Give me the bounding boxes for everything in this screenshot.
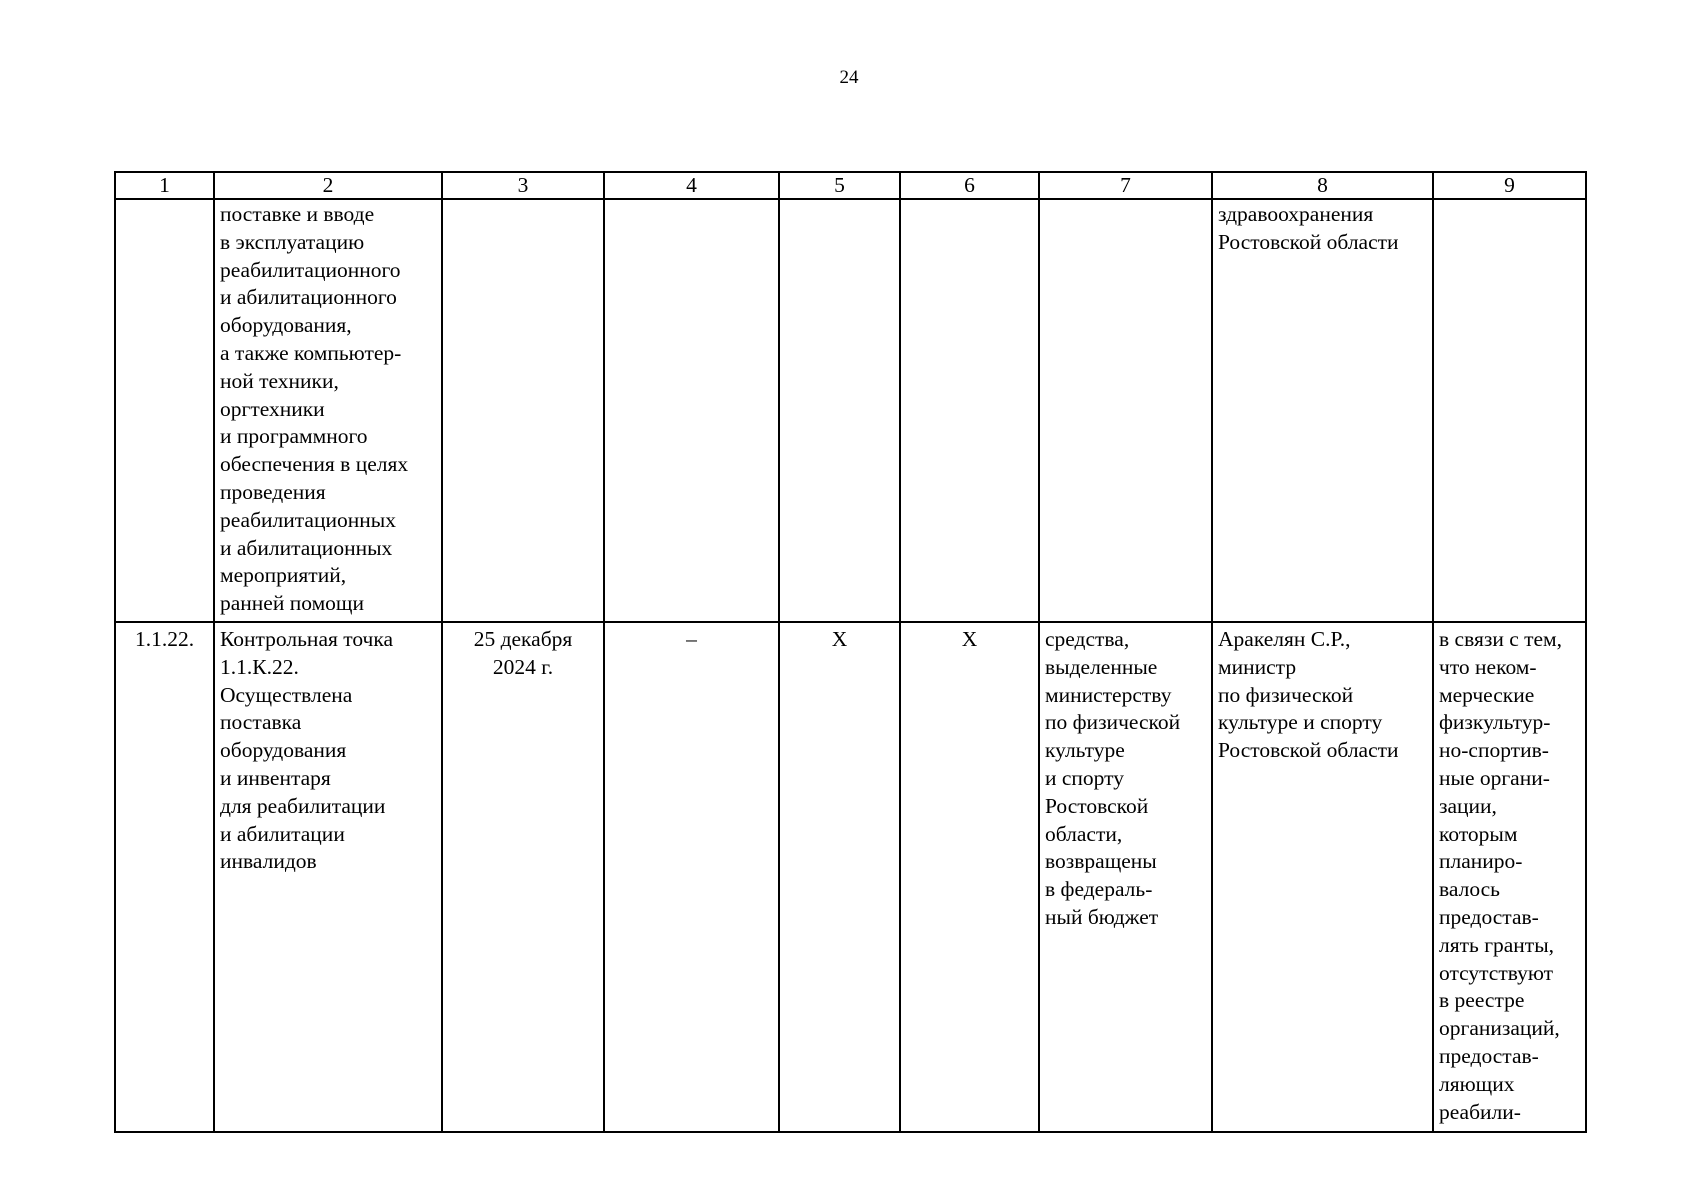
table-cell: Х	[900, 622, 1039, 1132]
table-cell	[900, 199, 1039, 622]
page-number: 24	[839, 67, 859, 88]
table-cell: поставке и вводе в эксплуатацию реабилитационного и абилитационного оборудования, а также компьютер- ной техники, оргтехники и программного обеспечения в целях проведения реабилитационных и абилитационных мероприятий, ранней помощи	[214, 199, 442, 622]
table-row	[115, 622, 1586, 1132]
table-cell: средства, выделенные министерству по физической культуре и спорту Ростовской области, возвращены в федераль- ный бюджет	[1039, 622, 1212, 1132]
column-header-4: 4	[604, 172, 779, 199]
table-cell: здравоохранения Ростовской области	[1212, 199, 1433, 622]
table-cell: Аракелян С.Р., министр по физической культуре и спорту Ростовской области	[1212, 622, 1433, 1132]
table-cell: Контрольная точка 1.1.К.22. Осуществлена поставка оборудования и инвентаря для реабилитации и абилитации инвалидов	[214, 622, 442, 1132]
table-cell: в связи с тем, что неком- мерческие физкультур- но-спортив- ные органи- зации, которым планиро- валось предостав- лять гранты, отсутствуют в реестре организаций, предостав- ляющих реабили-	[1433, 622, 1586, 1132]
column-header-9: 9	[1433, 172, 1586, 199]
table-cell: 1.1.22.	[115, 622, 214, 1132]
table-cell	[1039, 199, 1212, 622]
table-cell: –	[604, 622, 779, 1132]
table-cell	[115, 199, 214, 622]
column-header-2: 2	[214, 172, 442, 199]
column-header-1: 1	[115, 172, 214, 199]
report-table	[114, 171, 1587, 1133]
table-cell	[1433, 199, 1586, 622]
table-cell: 25 декабря 2024 г.	[442, 622, 604, 1132]
table-cell: Х	[779, 622, 900, 1132]
table-cell	[779, 199, 900, 622]
column-header-8: 8	[1212, 172, 1433, 199]
table-cell	[604, 199, 779, 622]
table-cell	[442, 199, 604, 622]
header-row	[115, 172, 1586, 199]
column-header-3: 3	[442, 172, 604, 199]
column-header-7: 7	[1039, 172, 1212, 199]
table-row	[115, 199, 1586, 622]
column-header-6: 6	[900, 172, 1039, 199]
column-header-5: 5	[779, 172, 900, 199]
